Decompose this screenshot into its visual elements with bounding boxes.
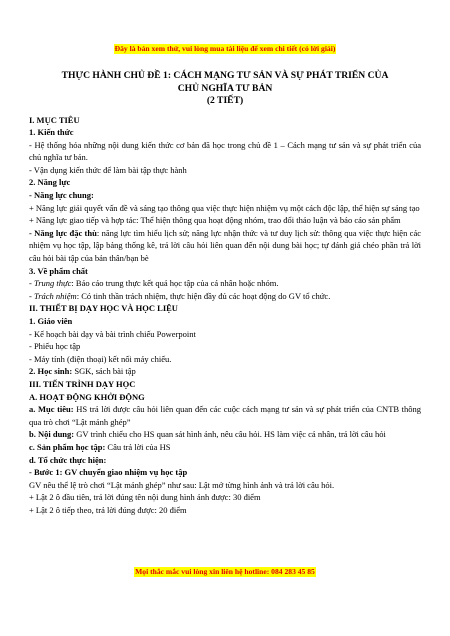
paragraph [29, 403, 421, 428]
inline-label: 2. Học sinh: [29, 366, 73, 377]
paragraph [29, 277, 421, 290]
inline-text: : Có tinh thần trách nhiệm, thực hiện đầy đủ các hoạt động do GV tổ chức. [76, 290, 331, 301]
step-heading: - Bước 1: GV chuyển giao nhiệm vụ học tập [29, 467, 188, 478]
paragraph [29, 227, 421, 265]
paragraph [29, 365, 421, 378]
inline-label: a. Mục tiêu: [29, 404, 74, 415]
subsection-heading: A. HOẠT ĐỘNG KHỞI ĐỘNG [29, 391, 145, 402]
paragraph: + Năng lực giao tiếp và hợp tác: Thể hiện thông qua hoạt động nhóm, trao đổi thảo luận và báo cáo sản phẩm [29, 215, 401, 226]
footer [0, 567, 450, 577]
inline-label: - Trung thực [29, 278, 72, 289]
paragraph [29, 290, 421, 303]
paragraph [29, 441, 421, 454]
list-item: - Kế hoạch bài dạy và bài trình chiếu Powerpoint [29, 328, 196, 339]
list-item: - Máy tính (điện thoại) kết nối máy chiếu. [29, 353, 172, 364]
inline-label: b. Nội dung: [29, 429, 75, 440]
document-body [29, 114, 421, 517]
title-line-1: THỰC HÀNH CHỦ ĐỀ 1: CÁCH MẠNG TƯ SẢN VÀ SỰ PHÁT TRIỂN CỦA [61, 70, 389, 81]
section-heading: II. THIẾT BỊ DẠY HỌC VÀ HỌC LIỆU [29, 303, 178, 314]
subsection-heading: 1. Giáo viên [29, 316, 73, 326]
inline-text: : năng lực tìm hiểu lịch sử; năng lực nhận thức và tư duy lịch sử: thông qua việc thực hiện các nhiệm vụ học tập, lập bảng thống kê, trả lời câu hỏi liên quan đến nội dung bài học; tự đánh giá chéo phần trả lời câu hỏi bài tập của bản thân/bạn bè [29, 227, 421, 264]
subsection-heading: 3. Về phẩm chất [29, 265, 88, 276]
document-title [29, 70, 421, 108]
paragraph: + Lật 2 ô tiếp theo, trả lời đúng được: 20 điểm [29, 504, 187, 515]
subsection-heading: d. Tổ chức thực hiện: [29, 454, 107, 465]
paragraph [29, 428, 421, 441]
inline-text: : Báo cáo trung thực kết quả học tập của cá nhân hoặc nhóm. [71, 278, 279, 289]
section-heading: I. MỤC TIÊU [29, 114, 80, 125]
inline-text: Câu trả lời của HS [105, 441, 171, 452]
preview-notice-banner: Đây là bản xem thử, vui lòng mua tài liệu để xem chi tiết (có lời giải) [114, 44, 336, 53]
list-item: - Phiếu học tập [29, 341, 81, 352]
subsection-heading: 2. Năng lực [29, 177, 71, 188]
inline-text: GV trình chiếu cho HS quan sát hình ảnh, nêu câu hỏi. HS làm việc cá nhân, trả lời câu hỏi [74, 429, 386, 440]
paragraph: + Lật 2 ô đầu tiên, trả lời đúng tên nội dung hình ảnh được: 30 điểm [29, 492, 261, 503]
section-heading: III. TIẾN TRÌNH DẠY HỌC [29, 378, 136, 389]
paragraph: - Vận dụng kiến thức để làm bài tập thực hành [29, 164, 187, 175]
paragraph: GV nêu thể lệ trò chơi “Lật mảnh ghép” như sau: Lật mở từng hình ảnh và trả lời câu hỏi. [29, 479, 335, 490]
inline-text: HS trả lời được câu hỏi liên quan đến các cuộc cách mạng tư sản và sự phát triển của CNTB thông qua trò chơi “Lật mảnh ghép” [29, 404, 422, 427]
title-line-3: (2 TIẾT) [206, 95, 244, 106]
paragraph: + Năng lực giải quyết vấn đề và sáng tạo thông qua việc thực hiện nhiệm vụ một cách độc lập, thể hiện sự sáng tạo [29, 202, 420, 213]
paragraph-label: - Năng lực chung: [29, 190, 94, 201]
hotline-banner: Mọi thắc mắc vui lòng xin liên hệ hotline: 084 283 45 85 [135, 567, 315, 576]
inline-label: - Năng lực đặc thù [29, 227, 97, 238]
subsection-heading: 1. Kiến thức [29, 127, 74, 138]
inline-text: SGK, sách bài tập [72, 366, 136, 377]
paragraph: - Hệ thống hóa những nội dung kiến thức cơ bản đã học trong chủ đề 1 – Cách mạng tư sản và sự phát triển của chủ nghĩa tư bản. [29, 139, 421, 163]
inline-label: - Trách nhiệm [29, 290, 77, 301]
inline-label: c. Sản phẩm học tập: [29, 441, 106, 452]
title-line-2: CHỦ NGHĨA TƯ BẢN [177, 82, 273, 94]
